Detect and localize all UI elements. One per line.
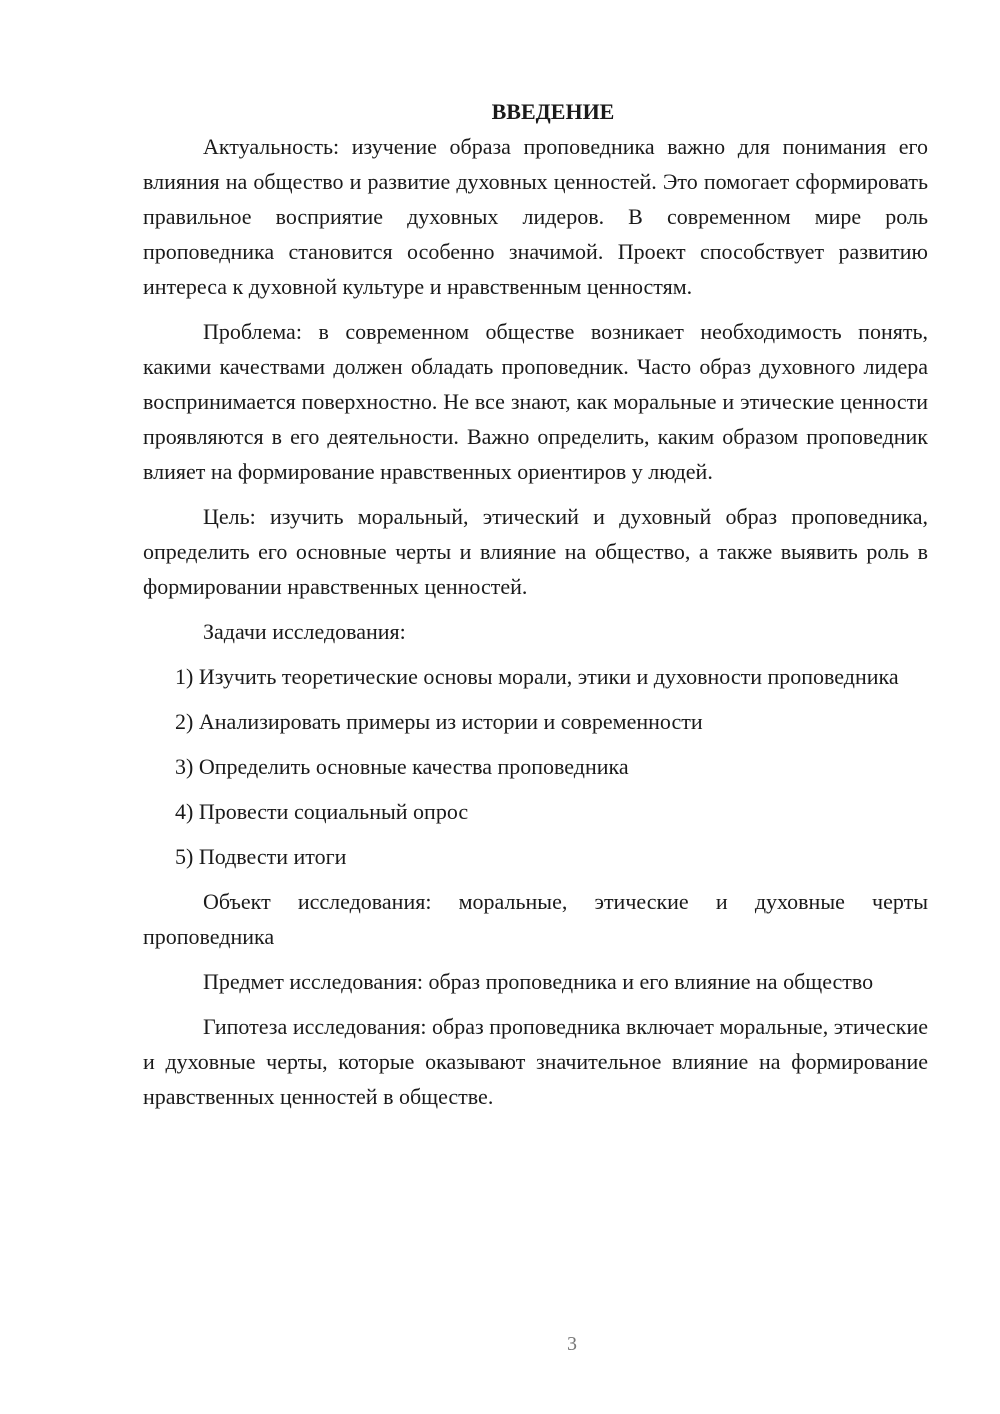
tasks-title: Задачи исследования:: [203, 619, 406, 644]
subject-paragraph: Предмет исследования: образ проповедника и его влияние на общество: [203, 969, 874, 994]
task-item-4: 4) Провести социальный опрос: [175, 799, 469, 824]
task-item-2: 2) Анализировать примеры из истории и современности: [175, 709, 703, 734]
hypothesis-paragraph: Гипотеза исследования: образ проповедника включает моральные, этические и духовные черты, которые оказывают значительное влияние на формирование нравственных ценностей в обществе.: [143, 1014, 928, 1109]
object-paragraph: Объект исследования: моральные, этические и духовные черты проповедника: [143, 889, 928, 949]
problem-paragraph: Проблема: в современном обществе возникает необходимость понять, какими качествами должен обладать проповедник. Часто образ духовного лидера воспринимается поверхностно. Не все знают, как моральные и этические ценности проявляются в его деятельности. Важно определить, каким образом проповедник влияет на формирование нравственных ориентиров у людей.: [143, 319, 928, 484]
page-content: [143, 94, 928, 1124]
task-item-1: 1) Изучить теоретические основы морали, этики и духовности проповедника: [175, 664, 899, 689]
goal-paragraph: Цель: изучить моральный, этический и духовный образ проповедника, определить его основные черты и влияние на общество, а также выявить роль в формировании нравственных ценностей.: [143, 504, 928, 599]
task-item-3: 3) Определить основные качества проповедника: [175, 754, 629, 779]
relevance-paragraph: Актуальность: изучение образа проповедника важно для понимания его влияния на общество и развитие духовных ценностей. Это помогает сформировать правильное восприятие духовных лидеров. В современном мире роль проповедника становится особенно значимой. Проект способствует развитию интереса к духовной культуре и нравственным ценностям.: [143, 134, 928, 299]
task-item-5: 5) Подвести итоги: [175, 844, 347, 869]
section-heading: ВВЕДЕНИЕ: [491, 99, 615, 124]
page-number: 3: [567, 1333, 577, 1355]
